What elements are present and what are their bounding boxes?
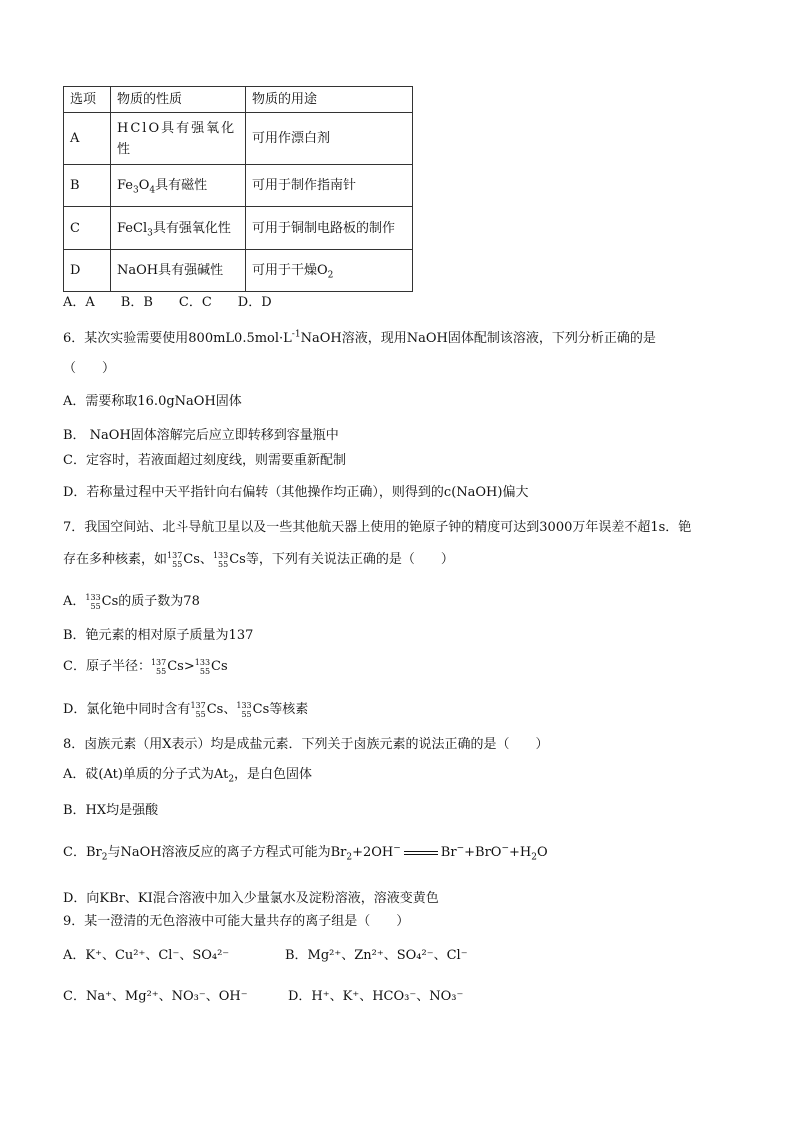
table-header-use: 物质的用途 (246, 87, 413, 113)
q6-option-b: B． NaOH固体溶解完后应立即转移到容量瓶中 (63, 428, 339, 443)
q5-options: A．A B．B C．C D．D (63, 295, 272, 310)
table-cell-use: 可用作漂白剂 (246, 113, 413, 165)
table-row (64, 250, 413, 292)
isotope-cs137: 137 55 (167, 550, 183, 569)
table-header-option: 选项 (64, 87, 111, 113)
q6-stem: 6．某次实验需要使用$800mL0.5mol\cdot L^{-1}NaOH$溶液，现用NaOH固体配制该溶液，下列分析正确的是 (63, 329, 656, 346)
q6-option-d: D．若称量过程中天平指针向右偏转（其他操作均正确），则得到的c(NaOH)偏大 (63, 485, 529, 500)
q6-paren: （ ） (63, 361, 116, 376)
table-cell-property: HClO具有强氧化性 (111, 113, 246, 165)
table-cell-use: 可用于制作指南针 (246, 165, 413, 207)
isotope-cs133: 133 55 (212, 550, 229, 569)
table-cell-option: D (64, 250, 111, 292)
equals-arrow (404, 851, 438, 855)
q9-stem: 9．某一澄清的无色溶液中可能大量共存的离子组是（ ） (63, 914, 410, 929)
q7-option-a: A． 133 55 Cs的质子数为78 (63, 592, 200, 611)
q7-option-b: B．铯元素的相对原子质量为137 (63, 628, 254, 643)
table-cell-option: A (64, 113, 111, 165)
q9-option-b: B．Mg²⁺、Zn²⁺、SO₄²⁻、Cl⁻ (285, 948, 468, 963)
q6-option-a: A．需要称取16.0gNaOH固体 (63, 394, 242, 409)
q8-option-b: B．HX均是强酸 (63, 803, 159, 818)
properties-table (63, 86, 413, 292)
q7-stem-line2: 存在多种核素，如 137 55 Cs、 133 55 Cs等，下列有关说法正确的是（ ） (63, 550, 454, 569)
q9-option-c: C．Na⁺、Mg²⁺、NO₃⁻、OH⁻ (63, 989, 248, 1004)
q7-stem-line1: 7．我国空间站、北斗导航卫星以及一些其他航天器上使用的铯原子钟的精度可达到3000万年误差不超1s．铯 (63, 520, 692, 535)
table-cell-property: FeCl$_3$具有强氧化性 (111, 207, 246, 250)
table-row (64, 207, 413, 250)
q8-stem: 8．卤族元素（用X表示）均是成盐元素．下列关于卤族元素的说法正确的是（ ） (63, 737, 549, 752)
table-header-property: 物质的性质 (111, 87, 246, 113)
table-cell-option: B (64, 165, 111, 207)
q9-option-a: A．K⁺、Cu²⁺、Cl⁻、SO₄²⁻ (63, 948, 230, 963)
table-cell-property: NaOH具有强碱性 (111, 250, 246, 292)
q8-option-d: D．向KBr、KI混合溶液中加入少量氯水及淀粉溶液，溶液变黄色 (63, 891, 439, 906)
q8-option-a: A．砹(At)单质的分子式为$At_2$，是白色固体 (63, 767, 313, 785)
q9-option-d: D．H⁺、K⁺、HCO₃⁻、NO₃⁻ (288, 989, 464, 1004)
table-row (64, 165, 413, 207)
q7-option-d: D．氯化铯中同时含有 137 55 Cs、 133 55 Cs等核素 (63, 700, 309, 719)
table-row (64, 113, 413, 165)
table-cell-use: 可用于铜制电路板的制作 (246, 207, 413, 250)
table-cell-option: C (64, 207, 111, 250)
q8-option-c: C．$Br_2$与NaOH溶液反应的离子方程式可能为$Br_2+2OH^-$ $Br^-+BrO^-+H_2O$ (63, 843, 548, 863)
q7-option-c: C．原子半径： 137 55 Cs> 133 55 Cs (63, 657, 228, 676)
q6-option-c: C．定容时，若液面超过刻度线，则需要重新配制 (63, 453, 346, 468)
table-cell-use: 可用于干燥$O_2$ (246, 250, 413, 292)
table-cell-property: $Fe_3O_4$具有磁性 (111, 165, 246, 207)
